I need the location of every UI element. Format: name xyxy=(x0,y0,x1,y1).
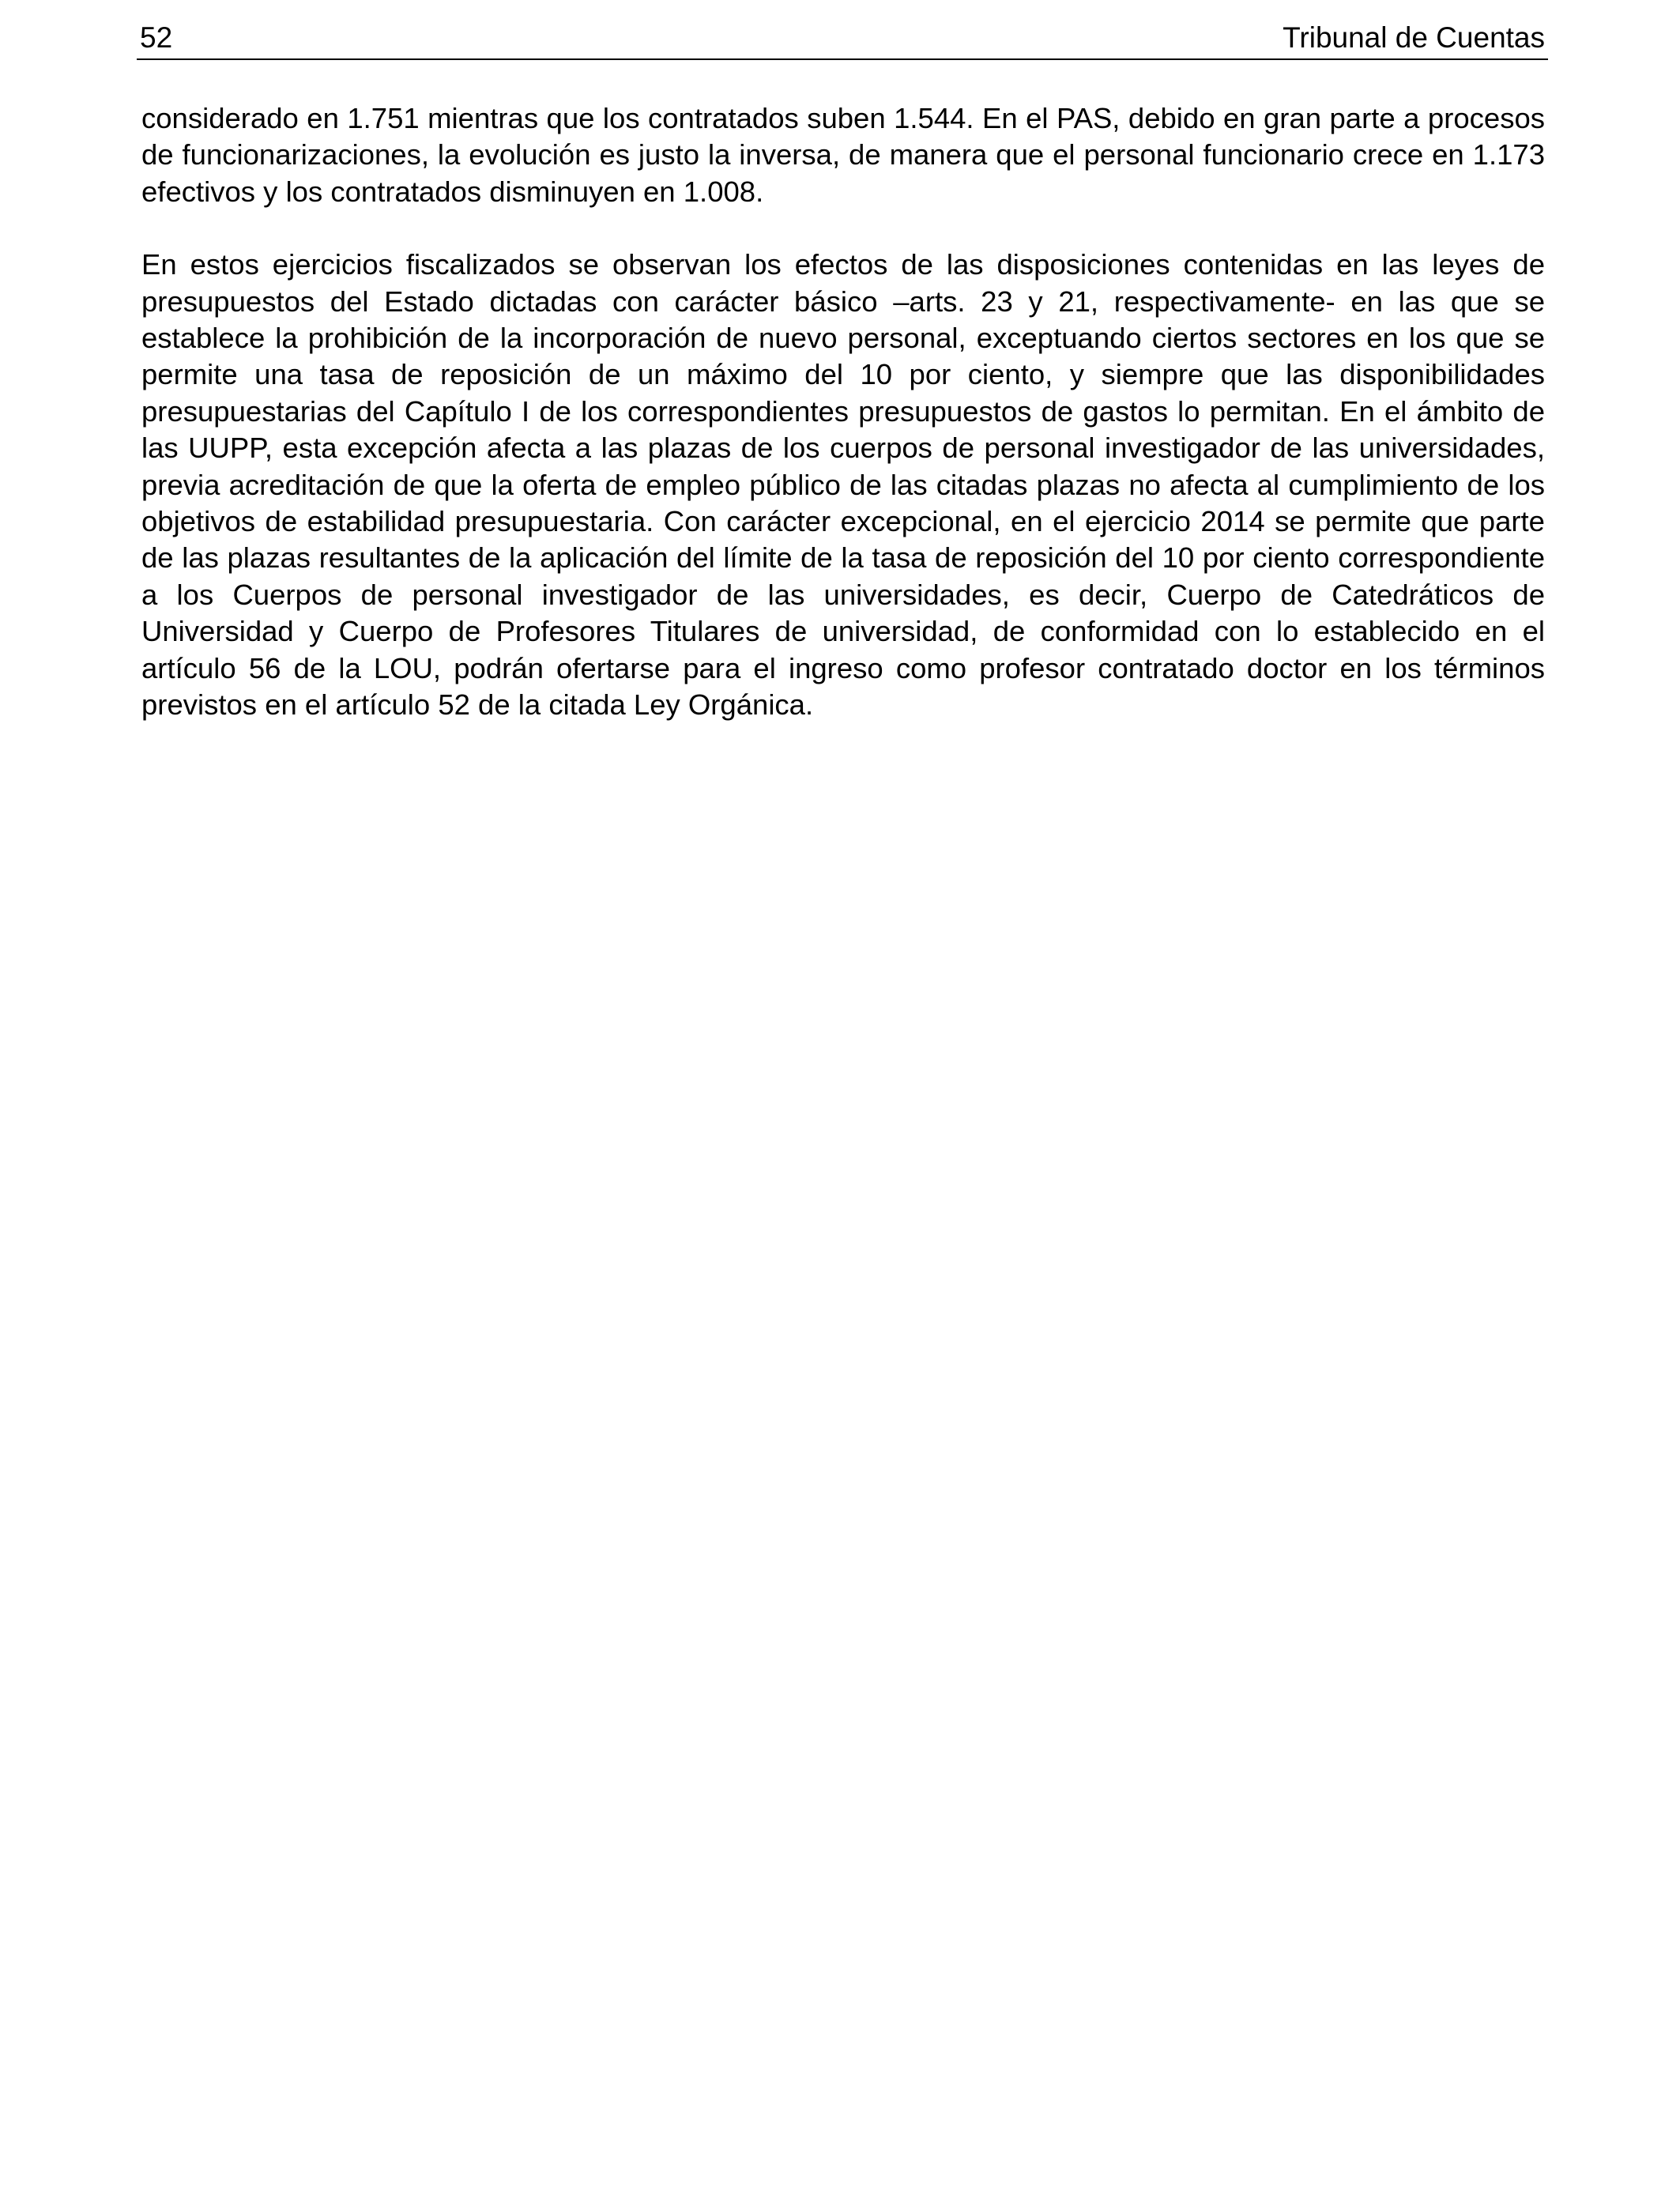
body-text xyxy=(141,100,1545,724)
page-header xyxy=(137,19,1548,60)
page-number: 52 xyxy=(140,21,173,54)
paragraph-2: En estos ejercicios fiscalizados se observan los efectos de las disposiciones contenidas en las leyes de presupuestos del Estado dictadas con carácter básico –arts. 23 y 21, respectivamente- en las que se establece la prohibición de la incorporación de nuevo personal, exceptuando ciertos sectores en los que se permite una tasa de reposición de un máximo del 10 por ciento, y siempre que las disponibilidades presupuestarias del Capítulo I de los correspondientes presupuestos de gastos lo permitan. En el ámbito de las UUPP, esta excepción afecta a las plazas de los cuerpos de personal investigador de las universidades, previa acreditación de que la oferta de empleo público de las citadas plazas no afecta al cumplimiento de los objetivos de estabilidad presupuestaria. Con carácter excepcional, en el ejercicio 2014 se permite que parte de las plazas resultantes de la aplicación del límite de la tasa de reposición del 10 por ciento correspondiente a los Cuerpos de personal investigador de las universidades, es decir, Cuerpo de Catedráticos de Universidad y Cuerpo de Profesores Titulares de universidad, de conformidad con lo establecido en el artículo 56 de la LOU, podrán ofertarse para el ingreso como profesor contratado doctor en los términos previstos en el artículo 52 de la citada Ley Orgánica. xyxy=(141,248,1545,722)
header-title: Tribunal de Cuentas xyxy=(1283,21,1545,54)
paragraph-1: considerado en 1.751 mientras que los contratados suben 1.544. En el PAS, debido en gran parte a procesos de funcionarizaciones, la evolución es justo la inversa, de manera que el personal funcionario crece en 1.173 efectivos y los contratados disminuyen en 1.008. xyxy=(141,102,1545,208)
